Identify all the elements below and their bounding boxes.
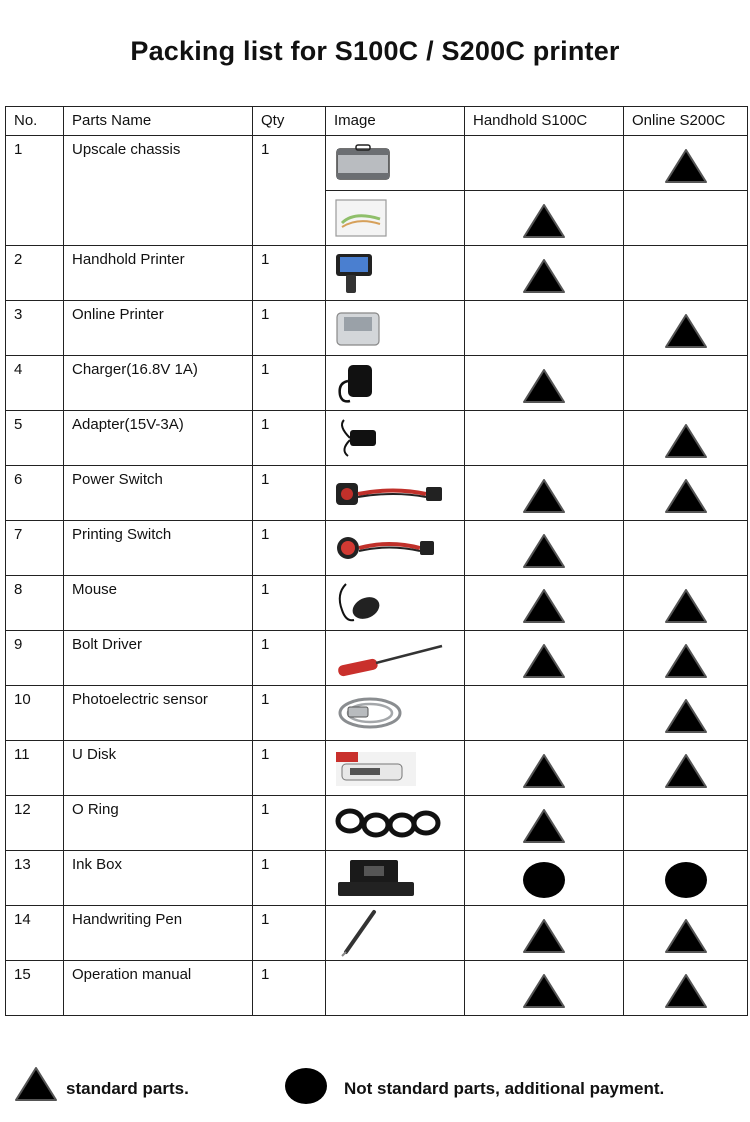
header-row [6, 107, 748, 136]
cell-no: 14 [6, 906, 64, 961]
circle-icon [665, 862, 707, 898]
chassis-box-image [334, 197, 388, 239]
triangle-icon [664, 918, 708, 954]
triangle-icon [522, 918, 566, 954]
cell-qty: 1 [253, 906, 326, 961]
cell-image [326, 356, 465, 411]
cell-qty: 1 [253, 411, 326, 466]
mouse-image [334, 580, 384, 626]
cell-parts-name: Mouse [64, 576, 253, 631]
triangle-icon [664, 698, 708, 734]
cell-no: 13 [6, 851, 64, 906]
triangle-icon [664, 973, 708, 1009]
cell-online [624, 741, 748, 796]
triangle-icon [522, 368, 566, 404]
cell-qty: 1 [253, 246, 326, 301]
header-handhold: Handhold S100C [465, 107, 624, 136]
triangle-icon [664, 588, 708, 624]
cell-image [326, 466, 465, 521]
header-no: No. [6, 107, 64, 136]
cell-image [326, 136, 465, 191]
cell-image [326, 191, 465, 246]
table-row [6, 961, 748, 1016]
o-ring-image [334, 803, 442, 843]
cell-online [624, 576, 748, 631]
triangle-icon [522, 588, 566, 624]
cell-online [624, 851, 748, 906]
table-row [6, 521, 748, 576]
chassis-case-image [334, 143, 392, 183]
cell-no: 12 [6, 796, 64, 851]
circle-icon [523, 862, 565, 898]
cell-no: 15 [6, 961, 64, 1016]
cell-no: 8 [6, 576, 64, 631]
cell-no: 11 [6, 741, 64, 796]
cell-no: 9 [6, 631, 64, 686]
cell-parts-name: O Ring [64, 796, 253, 851]
cell-qty: 1 [253, 851, 326, 906]
header-qty: Qty [253, 107, 326, 136]
cell-parts-name: Online Printer [64, 301, 253, 356]
triangle-icon [522, 203, 566, 239]
triangle-icon [664, 753, 708, 789]
cell-image [326, 906, 465, 961]
cell-parts-name: Photoelectric sensor [64, 686, 253, 741]
triangle-icon [522, 973, 566, 1009]
cell-parts-name: Operation manual [64, 961, 253, 1016]
adapter-image [334, 416, 384, 460]
cell-parts-name: Handhold Printer [64, 246, 253, 301]
table-row [6, 631, 748, 686]
cell-online [624, 466, 748, 521]
header-parts-name: Parts Name [64, 107, 253, 136]
cell-qty: 1 [253, 796, 326, 851]
handhold-printer-image [334, 251, 376, 295]
table-row [6, 356, 748, 411]
cell-handhold [465, 796, 624, 851]
cell-parts-name: U Disk [64, 741, 253, 796]
cell-handhold [465, 466, 624, 521]
cell-qty: 1 [253, 961, 326, 1016]
triangle-icon [664, 148, 708, 184]
cell-image [326, 686, 465, 741]
triangle-icon [664, 643, 708, 679]
cell-qty: 1 [253, 631, 326, 686]
cell-online [624, 961, 748, 1016]
charger-image [334, 361, 382, 405]
cell-handhold [465, 631, 624, 686]
cell-qty: 1 [253, 521, 326, 576]
cell-handhold [465, 301, 624, 356]
triangle-icon [522, 643, 566, 679]
header-online: Online S200C [624, 107, 748, 136]
cell-parts-name: Upscale chassis [64, 136, 253, 246]
online-printer-image [334, 307, 384, 349]
triangle-icon [522, 478, 566, 514]
cell-handhold [465, 191, 624, 246]
cell-image [326, 411, 465, 466]
cell-no: 4 [6, 356, 64, 411]
photoelectric-sensor-image [334, 691, 408, 735]
bolt-driver-image [334, 638, 446, 678]
cell-handhold [465, 576, 624, 631]
handwriting-pen-image [334, 908, 384, 958]
cell-image [326, 576, 465, 631]
cell-image [326, 961, 465, 1016]
printing-switch-image [334, 528, 438, 568]
cell-handhold [465, 686, 624, 741]
power-switch-image [334, 473, 446, 513]
cell-no: 2 [6, 246, 64, 301]
cell-handhold [465, 136, 624, 191]
cell-parts-name: Handwriting Pen [64, 906, 253, 961]
cell-qty: 1 [253, 301, 326, 356]
triangle-icon [664, 478, 708, 514]
cell-qty: 1 [253, 686, 326, 741]
header-image: Image [326, 107, 465, 136]
table-row [6, 411, 748, 466]
cell-online [624, 356, 748, 411]
cell-no: 1 [6, 136, 64, 246]
cell-handhold [465, 741, 624, 796]
cell-parts-name: Power Switch [64, 466, 253, 521]
cell-parts-name: Charger(16.8V 1A) [64, 356, 253, 411]
cell-qty: 1 [253, 136, 326, 246]
cell-online [624, 411, 748, 466]
table-row [6, 741, 748, 796]
table-row [6, 686, 748, 741]
table-row [6, 851, 748, 906]
triangle-icon [664, 313, 708, 349]
cell-no: 10 [6, 686, 64, 741]
cell-online [624, 686, 748, 741]
table-row [6, 301, 748, 356]
table-row [6, 136, 748, 191]
cell-image [326, 796, 465, 851]
cell-online [624, 246, 748, 301]
cell-online [624, 136, 748, 191]
cell-qty: 1 [253, 576, 326, 631]
circle-icon [285, 1068, 327, 1104]
cell-online [624, 521, 748, 576]
legend-standard-label: standard parts. [66, 1079, 189, 1098]
cell-image [326, 521, 465, 576]
ink-box-image [334, 856, 418, 900]
cell-handhold [465, 521, 624, 576]
cell-online [624, 191, 748, 246]
cell-handhold [465, 356, 624, 411]
cell-handhold [465, 961, 624, 1016]
cell-qty: 1 [253, 741, 326, 796]
legend [0, 1066, 750, 1110]
page-title: Packing list for S100C / S200C printer [130, 36, 620, 66]
cell-qty: 1 [253, 356, 326, 411]
legend-optional-label: Not standard parts, additional payment. [344, 1079, 665, 1098]
cell-parts-name: Printing Switch [64, 521, 253, 576]
cell-handhold [465, 906, 624, 961]
table-row [6, 906, 748, 961]
u-disk-image [334, 748, 418, 788]
table-row [6, 246, 748, 301]
cell-online [624, 906, 748, 961]
triangle-icon [14, 1066, 58, 1102]
cell-handhold [465, 411, 624, 466]
cell-parts-name: Bolt Driver [64, 631, 253, 686]
cell-online [624, 301, 748, 356]
table-row [6, 576, 748, 631]
cell-image [326, 851, 465, 906]
table-row [6, 796, 748, 851]
triangle-icon [522, 808, 566, 844]
cell-no: 3 [6, 301, 64, 356]
table-row [6, 466, 748, 521]
cell-online [624, 796, 748, 851]
cell-no: 6 [6, 466, 64, 521]
packing-table [5, 106, 748, 1016]
cell-no: 5 [6, 411, 64, 466]
triangle-icon [664, 423, 708, 459]
cell-image [326, 631, 465, 686]
cell-online [624, 631, 748, 686]
cell-handhold [465, 851, 624, 906]
cell-qty: 1 [253, 466, 326, 521]
cell-parts-name: Adapter(15V-3A) [64, 411, 253, 466]
triangle-icon [522, 753, 566, 789]
cell-handhold [465, 246, 624, 301]
triangle-icon [522, 533, 566, 569]
cell-no: 7 [6, 521, 64, 576]
cell-parts-name: Ink Box [64, 851, 253, 906]
cell-image [326, 741, 465, 796]
cell-image [326, 301, 465, 356]
triangle-icon [522, 258, 566, 294]
cell-image [326, 246, 465, 301]
